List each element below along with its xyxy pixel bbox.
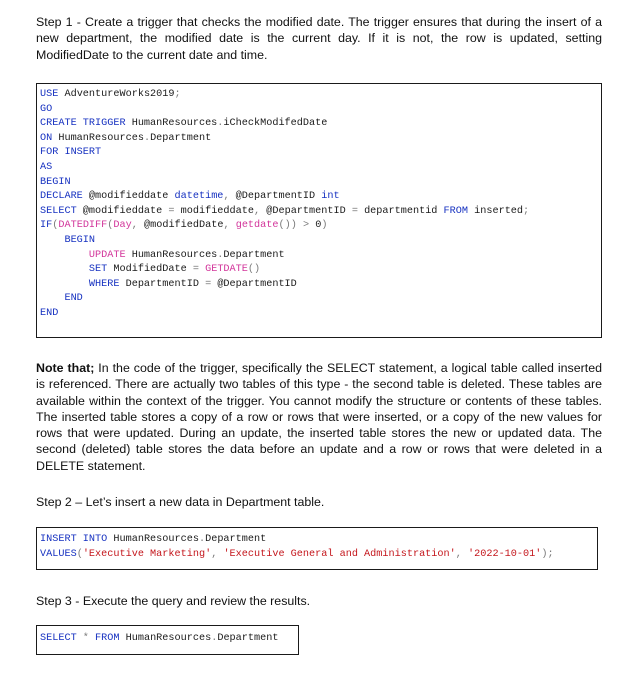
trigger-code-block — [36, 83, 602, 338]
code-token: inserted — [474, 205, 524, 217]
code-token: . — [211, 633, 218, 644]
code-token: Department — [205, 534, 267, 545]
code-token: FROM — [95, 633, 126, 644]
code-token: Department — [217, 633, 279, 644]
code-token: HumanResources — [113, 534, 199, 545]
code-token: Department — [150, 132, 212, 144]
code-token: UPDATE — [40, 249, 132, 261]
step1-instructions: Step 1 - Create a trigger that checks the modified date. The trigger ensures that during the insert of a new department, the modified date is the current day. If it is not, the row is updated, setting ModifiedDate to the current date and time. — [36, 15, 602, 62]
code-token: getdate — [235, 220, 279, 232]
code-token: AdventureWorks2019 — [64, 89, 175, 100]
code-token: . — [217, 249, 224, 261]
code-token: SET — [40, 264, 114, 276]
code-token: ON — [40, 132, 59, 144]
code-token: * — [82, 633, 96, 644]
code-token: = — [192, 264, 206, 276]
code-token: modifieddate — [180, 205, 254, 217]
code-line — [40, 103, 598, 118]
code-token: @modifiedDate — [143, 220, 224, 232]
code-token: HumanResources — [125, 633, 212, 644]
code-line — [40, 263, 598, 278]
code-token: SELECT — [40, 633, 83, 644]
code-line — [40, 292, 598, 307]
code-token: @DepartmentID — [266, 205, 352, 217]
code-token: ()) — [278, 220, 303, 232]
code-token: , — [455, 548, 468, 560]
code-line — [40, 307, 598, 322]
code-token: 'Executive General and Administration' — [223, 548, 456, 560]
code-token: USE — [40, 89, 65, 100]
code-token: departmentid — [364, 205, 444, 217]
code-token: DATEDIFF — [58, 220, 108, 232]
code-line — [40, 132, 598, 147]
code-token: @DepartmentID — [217, 278, 297, 290]
code-token: Department — [223, 249, 285, 261]
code-line — [40, 190, 598, 205]
code-token: = — [205, 278, 218, 290]
insert-code-block — [36, 527, 598, 570]
code-token: AS — [40, 161, 53, 173]
code-token: = — [168, 205, 181, 217]
code-token: @modifieddate — [88, 191, 175, 203]
code-line — [40, 278, 598, 293]
code-token: SELECT — [40, 205, 83, 217]
code-token: 0 — [315, 220, 322, 232]
code-token: ( — [52, 220, 59, 232]
code-token: , — [254, 205, 267, 217]
code-token: BEGIN — [40, 176, 71, 188]
code-token: @DepartmentID — [235, 191, 322, 203]
code-line — [40, 632, 295, 647]
code-line — [40, 234, 598, 249]
code-token: ; — [523, 205, 530, 217]
code-token: END — [40, 293, 83, 305]
code-token: CREATE TRIGGER — [40, 118, 132, 130]
code-token: VALUES — [40, 548, 77, 560]
code-token: INSERT INTO — [40, 534, 114, 545]
code-token: FROM — [443, 205, 475, 217]
note-paragraph — [36, 360, 602, 474]
code-token: . — [143, 132, 151, 144]
code-token: IF — [40, 220, 53, 232]
code-token: ModifiedDate — [113, 264, 193, 276]
code-token: Day — [113, 220, 132, 232]
code-line — [40, 161, 598, 176]
code-token: , — [223, 191, 236, 203]
note-label: Note that; — [36, 361, 95, 375]
code-token: BEGIN — [40, 234, 96, 246]
code-token: . — [217, 118, 224, 130]
code-line — [40, 205, 598, 220]
code-line — [40, 176, 598, 191]
code-token: ); — [541, 548, 554, 560]
code-token: > — [302, 220, 316, 232]
code-token: ) — [321, 220, 328, 232]
code-token: iCheckModifedDate — [223, 118, 328, 130]
code-line — [40, 548, 594, 563]
code-token: , — [211, 548, 224, 560]
code-token: 'Executive Marketing' — [82, 548, 212, 560]
code-token: ; — [174, 89, 181, 100]
code-line — [40, 249, 598, 264]
code-line — [40, 88, 598, 103]
code-token: GETDATE — [205, 264, 248, 276]
code-line — [40, 146, 598, 161]
code-token: , — [223, 220, 236, 232]
code-token: DepartmentID — [125, 278, 206, 290]
code-token: HumanResources — [131, 118, 218, 130]
code-token: END — [40, 307, 59, 319]
note-text: In the code of the trigger, specifically the SELECT statement, a logical table called inserted is referenced. There are actually two tables of this type - the second table is deleted. These tables are available within the context of the trigger. You cannot modify the structure or contents of these tables. The inserted table stores a copy of a row or rows that were inserted, or a copy of the new values for rows that were updated. During an update, the inserted table stores the new or updated data. The second (deleted) table stores the data before an update and a row or rows that were deleted in a DELETE statement. — [36, 361, 602, 473]
code-line — [40, 219, 598, 234]
step3-instructions: Step 3 - Execute the query and review the results. — [36, 594, 311, 608]
code-token: HumanResources — [131, 249, 218, 261]
code-line — [40, 117, 598, 132]
code-token: DECLARE — [40, 191, 89, 203]
select-code-block — [36, 625, 299, 655]
step2-instructions: Step 2 – Let’s insert a new data in Department table. — [36, 495, 325, 509]
code-token: , — [131, 220, 144, 232]
code-token: ( — [76, 548, 83, 560]
code-token: . — [198, 534, 206, 545]
code-token: FOR INSERT — [40, 147, 102, 159]
code-token: int — [321, 191, 340, 203]
code-token: datetime — [174, 191, 224, 203]
code-token: @modifieddate — [82, 205, 169, 217]
code-token: HumanResources — [58, 132, 144, 144]
code-line — [40, 533, 594, 548]
code-token: WHERE — [40, 278, 126, 290]
code-token: ( — [107, 220, 114, 232]
code-token: () — [247, 264, 261, 276]
code-token: GO — [40, 103, 53, 115]
code-token: = — [351, 205, 365, 217]
code-token: '2022-10-01' — [468, 548, 542, 560]
